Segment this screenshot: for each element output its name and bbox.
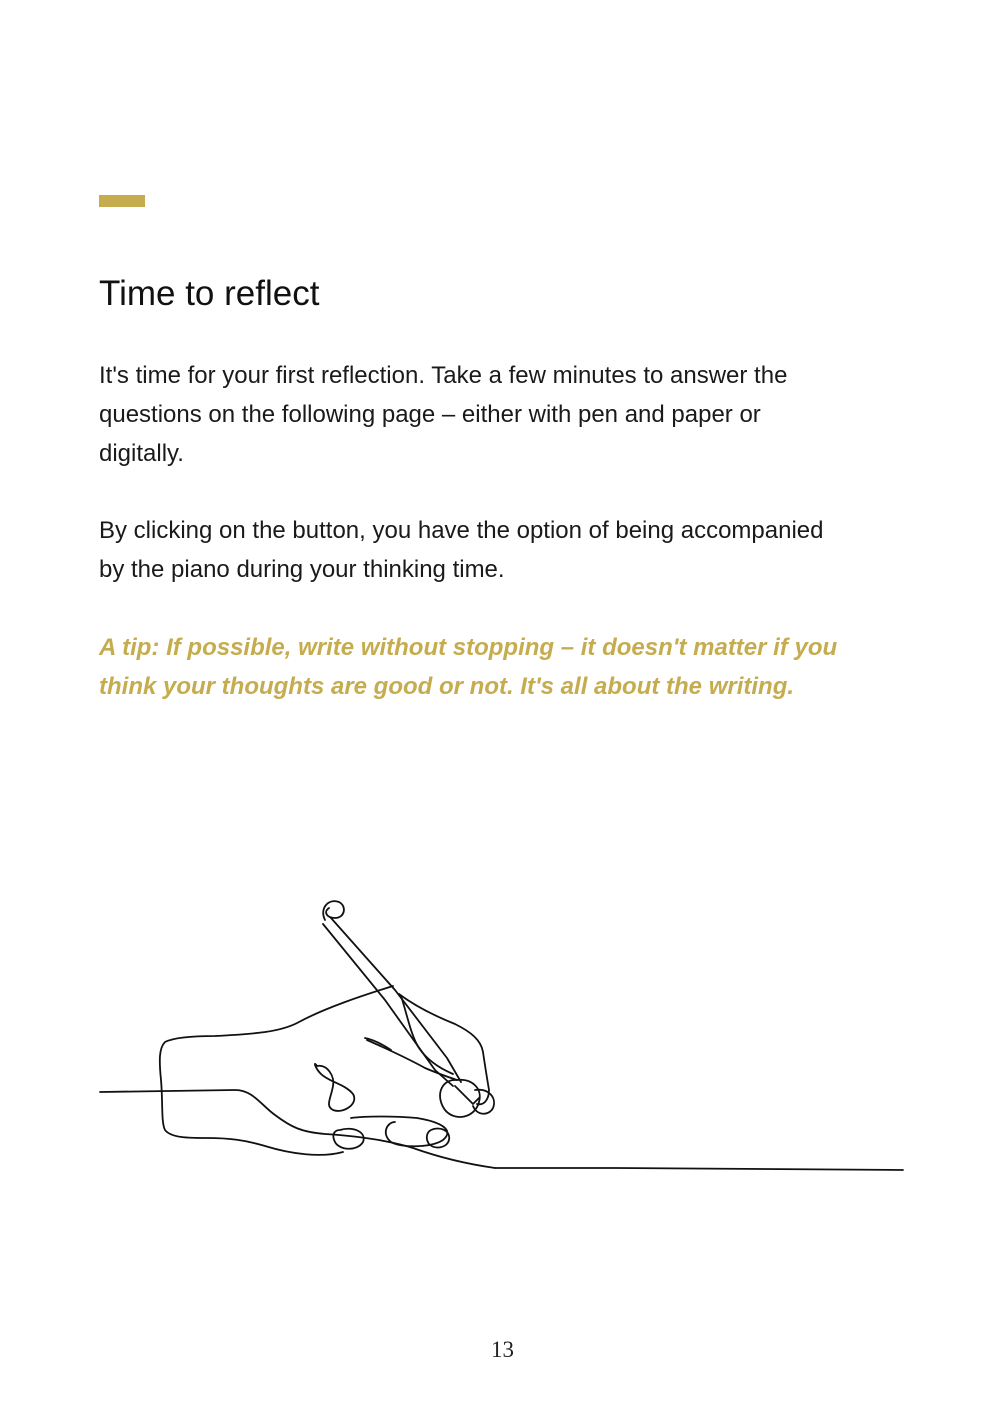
- page-title: Time to reflect: [99, 274, 320, 313]
- accent-bar: [99, 195, 145, 207]
- page-number: 13: [491, 1337, 514, 1362]
- tip-text: A tip: If possible, write without stopping – it doesn't matter if you think your thoughts are good or not. It's all about the writing.: [99, 634, 838, 700]
- intro-paragraph: It's time for your first reflection. Take a few minutes to answer the questions on the following page – either with pen and paper or digitally.: [99, 362, 788, 467]
- piano-paragraph: By clicking on the button, you have the option of being accompanied by the piano during your thinking time.: [99, 517, 824, 583]
- hand-writing-icon: [95, 890, 910, 1180]
